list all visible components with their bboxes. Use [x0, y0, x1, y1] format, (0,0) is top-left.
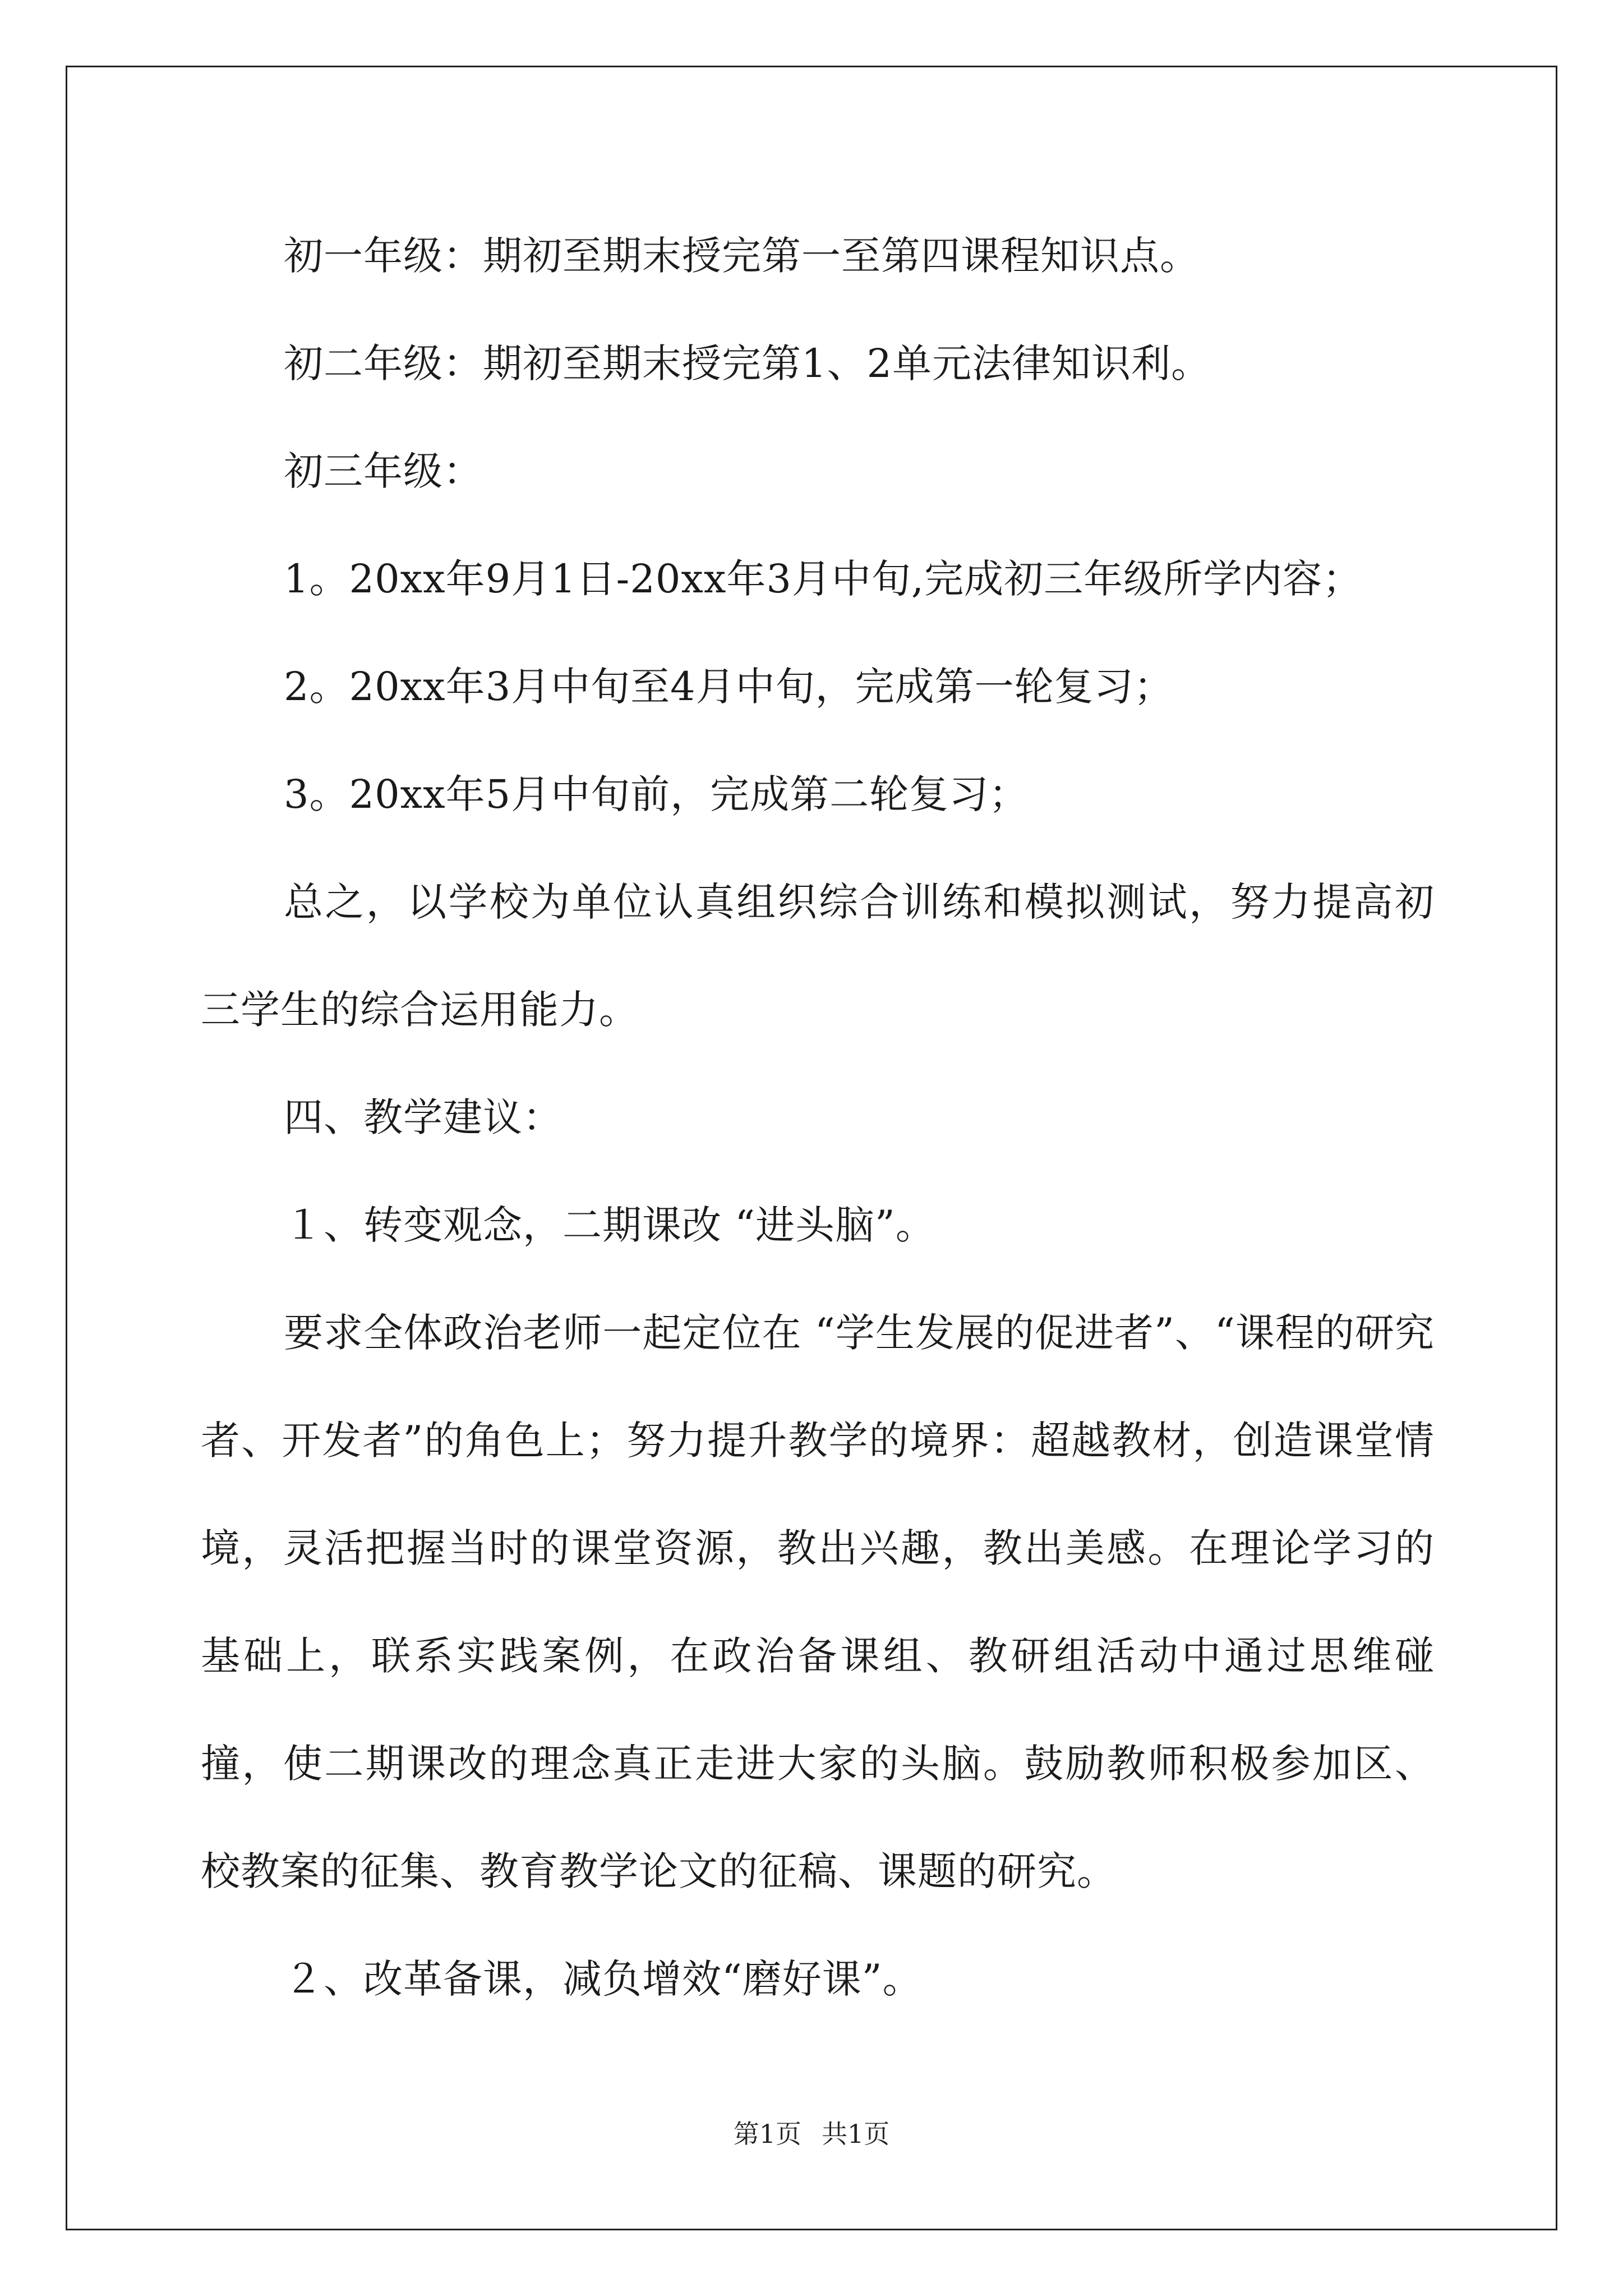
- paragraph-schedule-3: 3。20xx年5月中旬前，完成第二轮复习；: [284, 771, 1029, 817]
- paragraph-grade-one: 初一年级：期初至期末授完第一至第四课程知识点。: [284, 233, 1200, 279]
- section-heading-teaching-suggestions: 四、教学建议：: [284, 1094, 562, 1140]
- subheading-2: ２、改革备课，减负增效“磨好课”。: [284, 1956, 923, 2002]
- paragraph-schedule-2: 2。20xx年3月中旬至4月中旬，完成第一轮复习；: [284, 664, 1174, 710]
- page-footer: [0, 2114, 1623, 2151]
- paragraph-grade-two: 初二年级：期初至期末授完第1、2单元法律知识利。: [284, 341, 1211, 386]
- paragraph-schedule-1: 1。20xx年9月1日-20xx年3月中旬,完成初三年级所学内容；: [284, 556, 1363, 602]
- page-total: 共1页: [822, 2119, 890, 2149]
- paragraph-summary: 总之，以学校为单位认真组织综合训练和模拟测试，努力提高初三学生的综合运用能力。: [201, 879, 1435, 1033]
- subheading-1: １、转变观念，二期课改 “进头脑”。: [284, 1202, 935, 1248]
- paragraph-grade-three-heading: 初三年级：: [284, 448, 483, 494]
- paragraph-requirements: 要求全体政治老师一起定位在 “学生发展的促进者”、“课程的研究者、开发者”的角色上；努力提升教学的境界：超越教材，创造课堂情境，灵活把握当时的课堂资源，教出兴趣，教出美感。在理论学习的基础上，联系实践案例，在政治备课组、教研组活动中通过思维碰撞，使二期课改的理念真正走进大家的头脑。鼓励教师积极参加区、校教案的征集、教育教学论文的征稿、课题的研究。: [201, 1310, 1435, 1894]
- document-body: [201, 202, 1435, 2033]
- page-number: 第1页: [733, 2119, 801, 2149]
